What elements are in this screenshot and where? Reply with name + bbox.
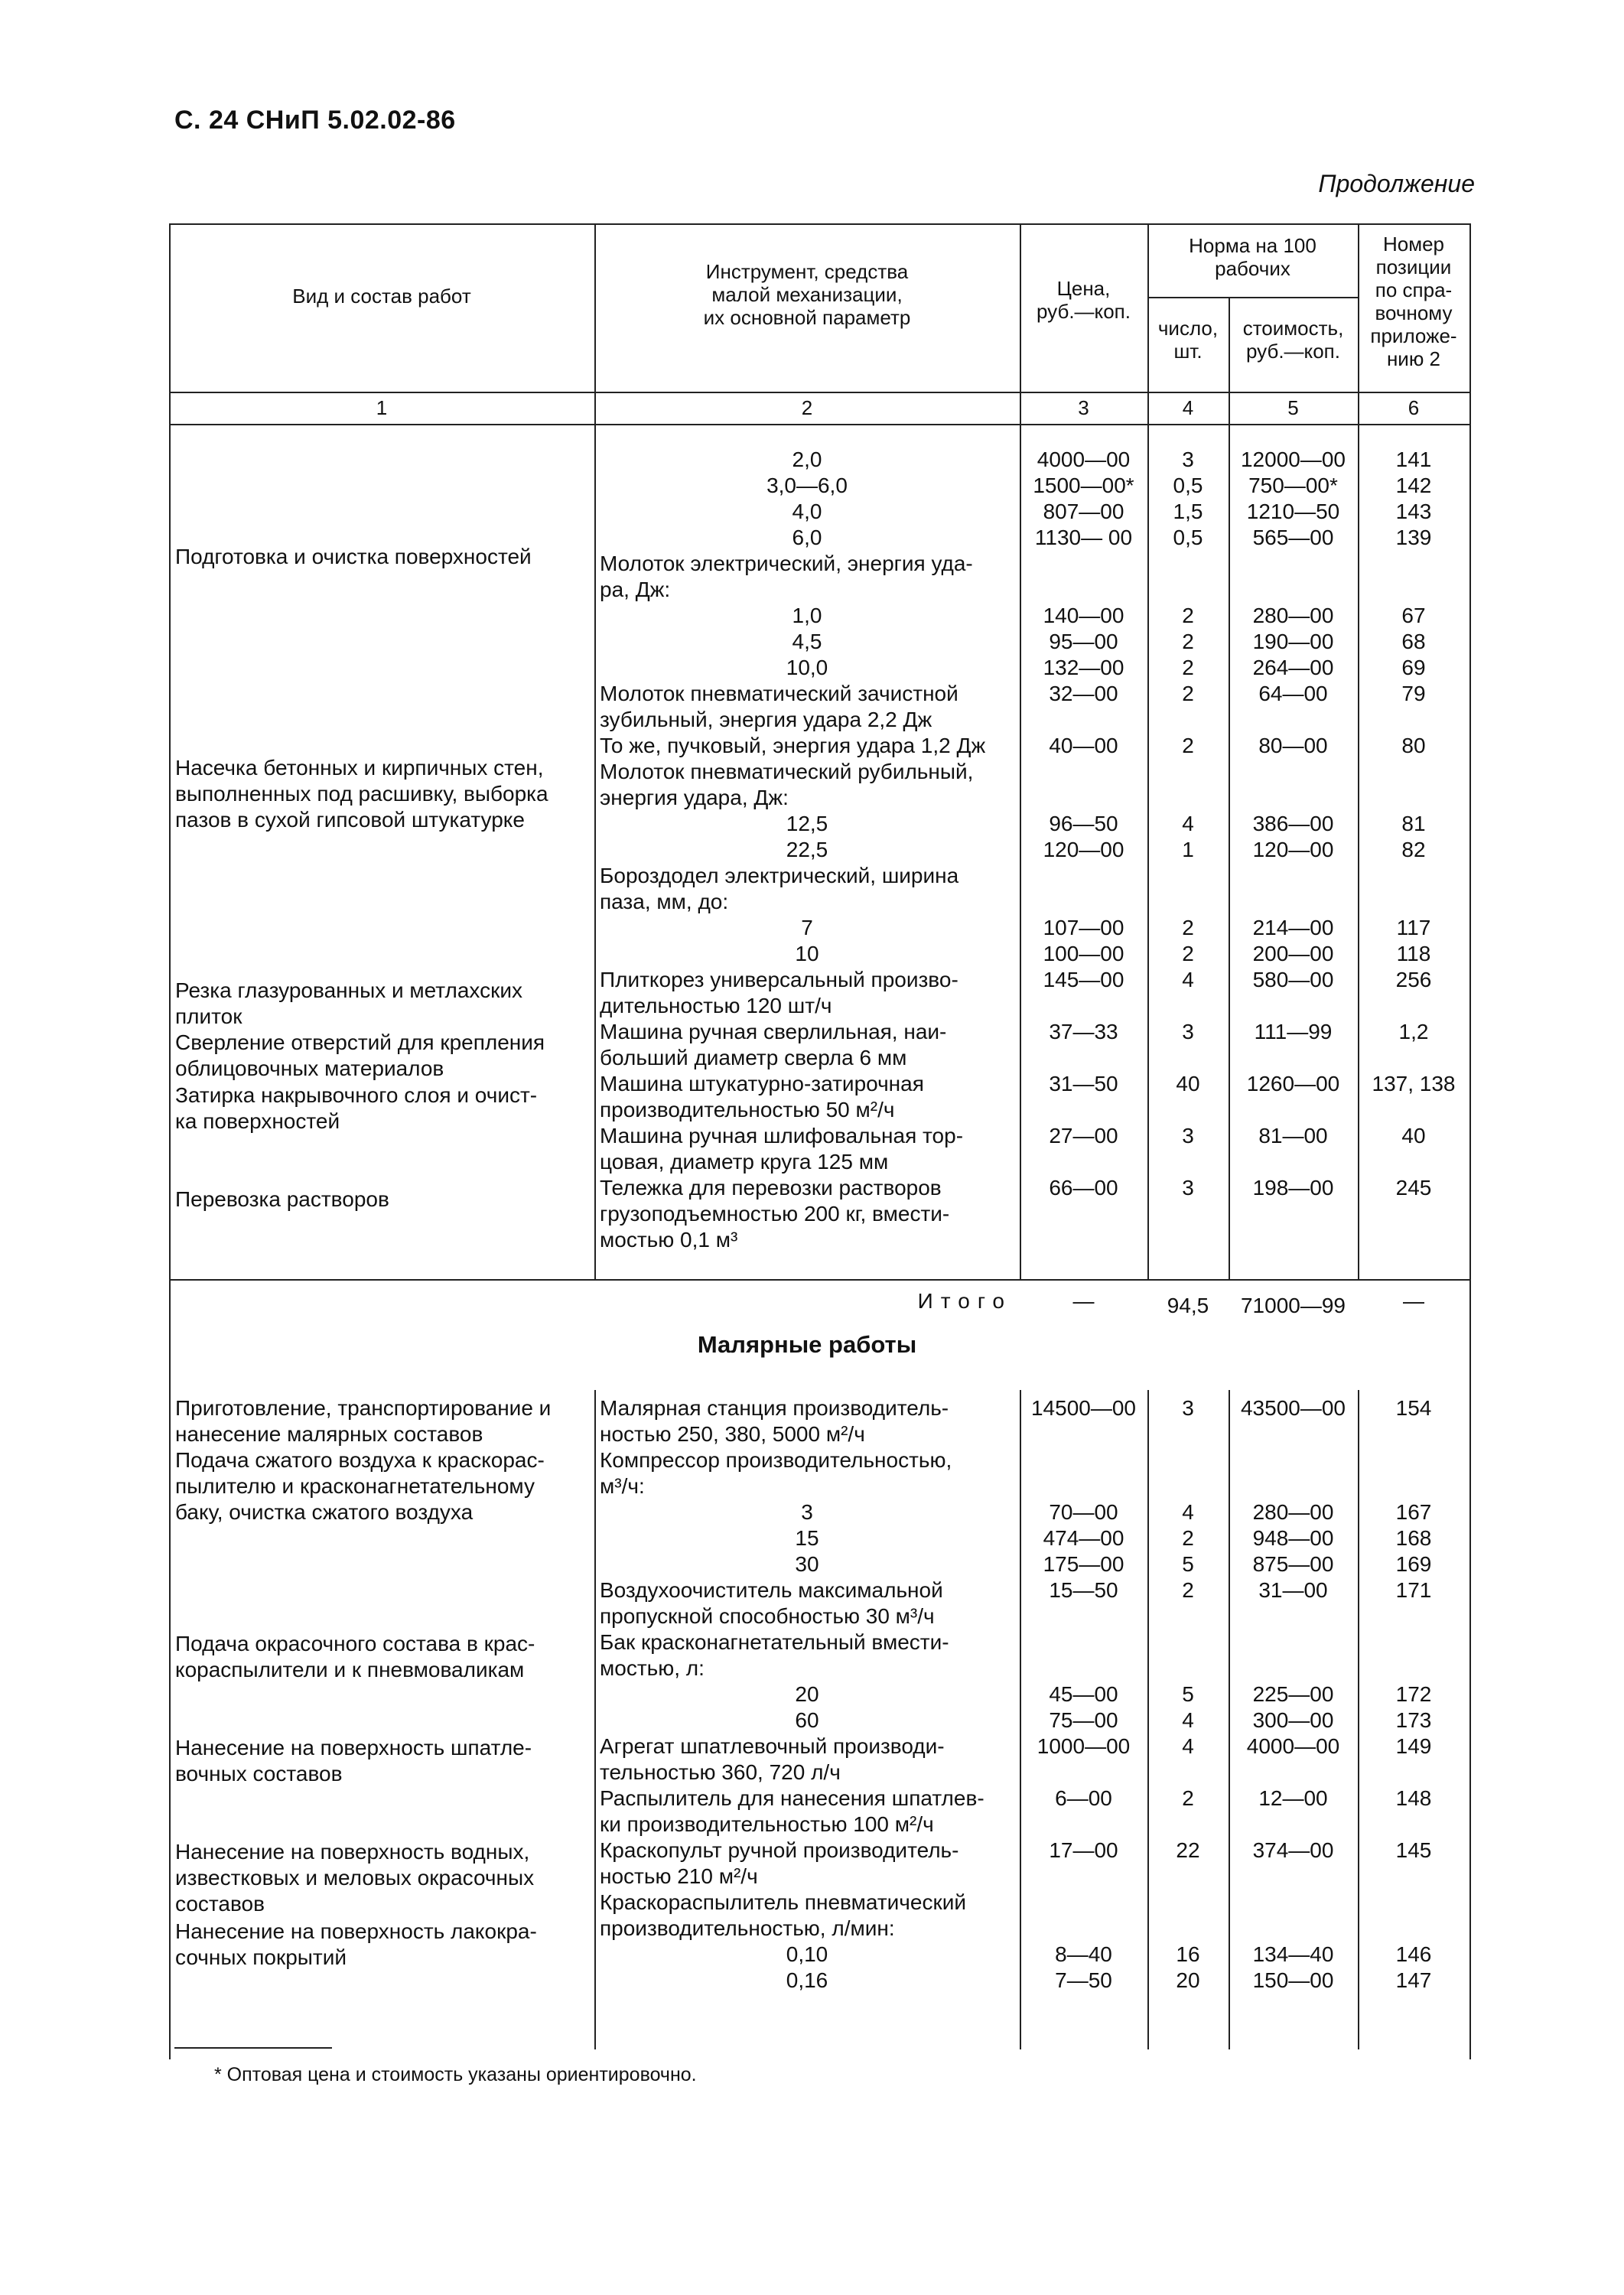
pos-cell: 167 [1395, 1500, 1432, 1524]
qty-cell: 5 [1182, 1682, 1194, 1706]
qty-cell: 3 [1182, 1124, 1194, 1148]
pos-cell: 117 [1396, 916, 1431, 939]
price-cell: 807—00 [1043, 500, 1124, 523]
tool-cell: Бороздодел электрический, ширина паза, мм, до: [600, 864, 959, 913]
price-cell: 31—50 [1049, 1072, 1118, 1095]
price-cell: 140—00 [1043, 604, 1124, 627]
price-cell: 75—00 [1049, 1708, 1118, 1732]
qty-cell: 2 [1182, 1526, 1194, 1550]
cost-cell: 120—00 [1252, 838, 1334, 861]
work-description: Нанесение на поверхность водных, известковых и меловых окрасочных составов [175, 1840, 535, 1916]
price-cell: 66—00 [1049, 1176, 1118, 1200]
work-description: Затирка накрывочного слоя и очист- ка поверхностей [175, 1083, 538, 1133]
tool-cell: То же, пучковый, энергия удара 1,2 Дж [600, 734, 986, 757]
price-cell: 4000—00 [1037, 448, 1131, 471]
price-cell: 175—00 [1043, 1552, 1124, 1576]
pos-cell: 147 [1395, 1968, 1432, 1992]
price-cell: 32—00 [1049, 682, 1118, 705]
qty-cell: 4 [1182, 968, 1194, 991]
tool-cell: 22,5 [786, 838, 828, 861]
tool-cell: 3 [801, 1500, 813, 1524]
qty-cell: 3 [1182, 448, 1194, 471]
cost-cell: 948—00 [1252, 1526, 1334, 1550]
qty-cell: 2 [1182, 656, 1194, 679]
pos-cell: 172 [1395, 1682, 1432, 1706]
price-cell: 474—00 [1043, 1526, 1124, 1550]
work-description: Перевозка растворов [175, 1187, 389, 1211]
qty-cell: 4 [1182, 1734, 1194, 1758]
cost-cell: 386—00 [1252, 812, 1334, 835]
price-cell: 95—00 [1049, 630, 1118, 653]
pos-cell: 154 [1395, 1396, 1432, 1420]
pos-cell: 137, 138 [1372, 1072, 1456, 1095]
pos-cell: 68 [1401, 630, 1426, 653]
pos-cell: 81 [1401, 812, 1426, 835]
cost-cell: 280—00 [1252, 604, 1334, 627]
cost-cell: 1210—50 [1246, 500, 1340, 523]
tool-cell: 30 [795, 1552, 819, 1576]
pos-cell: 168 [1395, 1526, 1432, 1550]
footnote: * Оптовая цена и стоимость указаны ориентировочно. [214, 2064, 697, 2085]
price-cell: 120—00 [1043, 838, 1124, 861]
work-description: Подача окрасочного состава в крас- кораспылители и к пневмоваликам [175, 1632, 535, 1681]
header-qty: число, шт. [1157, 317, 1219, 363]
cost-cell: 134—40 [1252, 1942, 1334, 1966]
tool-cell: Агрегат шпатлевочный производи- тельностью 360, 720 л/ч [600, 1734, 945, 1784]
qty-cell: 3 [1182, 1176, 1194, 1200]
pos-cell: 142 [1395, 474, 1432, 497]
pos-cell: 169 [1395, 1552, 1432, 1576]
cost-cell: 300—00 [1252, 1708, 1334, 1732]
tool-cell: Молоток пневматический рубильный, энергия удара, Дж: [600, 760, 974, 809]
qty-cell: 22 [1176, 1838, 1200, 1862]
tool-cell: 10 [795, 942, 819, 965]
cost-cell: 374—00 [1252, 1838, 1334, 1862]
tool-cell: 4,5 [792, 630, 822, 653]
header-cost: стоимость, руб.—коп. [1242, 317, 1344, 363]
qty-cell: 2 [1182, 1786, 1194, 1810]
cost-cell: 565—00 [1252, 526, 1334, 549]
pos-cell: 69 [1401, 656, 1426, 679]
cost-cell: 43500—00 [1240, 1396, 1346, 1420]
tool-cell: Молоток электрический, энергия уда- ра, Дж: [600, 552, 973, 601]
cost-cell: 81—00 [1258, 1124, 1328, 1148]
continuation-label: Продолжение [1318, 170, 1475, 197]
qty-cell: 2 [1182, 630, 1194, 653]
pos-cell: 143 [1395, 500, 1432, 523]
cost-cell: 214—00 [1252, 916, 1334, 939]
price-cell: 107—00 [1043, 916, 1124, 939]
pos-cell: 80 [1401, 734, 1426, 757]
section-title: Малярные работы [697, 1331, 917, 1358]
tool-cell: Компрессор производительностью, м³/ч: [600, 1448, 952, 1498]
tool-cell: 7 [801, 916, 813, 939]
cost-cell: 750—00* [1248, 474, 1338, 497]
price-cell: 145—00 [1043, 968, 1124, 991]
price-cell: 40—00 [1049, 734, 1118, 757]
tool-cell: Краскораспылитель пневматический производительностью, л/мин: [600, 1890, 966, 1940]
tool-cell: Молоток пневматический зачистной зубильный, энергия удара 2,2 Дж [600, 682, 958, 731]
cost-cell: 198—00 [1252, 1176, 1334, 1200]
price-cell: 1000—00 [1037, 1734, 1131, 1758]
price-cell: 14500—00 [1030, 1396, 1136, 1420]
tool-cell: 60 [795, 1708, 819, 1732]
tool-cell: Краскопульт ручной производитель- ностью 210 м²/ч [600, 1838, 959, 1888]
tool-cell: Тележка для перевозки растворов грузоподъемностью 200 кг, вмести- мостью 0,1 м³ [600, 1176, 950, 1252]
col-num-3: 3 [1078, 396, 1089, 419]
pos-cell: 171 [1395, 1578, 1432, 1602]
header-tool: Инструмент, средства малой механизации, их основной параметр [703, 260, 911, 329]
cost-cell: 80—00 [1258, 734, 1328, 757]
pos-cell: 79 [1401, 682, 1426, 705]
pos-cell: 146 [1395, 1942, 1432, 1966]
pos-cell: 1,2 [1398, 1020, 1429, 1043]
cost-cell: 875—00 [1252, 1552, 1334, 1576]
qty-cell: 40 [1176, 1072, 1200, 1095]
col-num-5: 5 [1287, 396, 1299, 419]
qty-cell: 4 [1182, 1708, 1194, 1732]
work-description: Подача сжатого воздуха к краскорас- пылителю и красконагнетательному баку, очистка сжатого воздуха [175, 1448, 545, 1524]
tool-cell: 0,10 [786, 1942, 828, 1966]
cost-cell: 200—00 [1252, 942, 1334, 965]
qty-cell: 1 [1182, 838, 1194, 861]
pos-cell: 139 [1395, 526, 1432, 549]
col-num-1: 1 [376, 396, 388, 419]
qty-cell: 20 [1176, 1968, 1200, 1992]
pos-cell: 256 [1395, 968, 1432, 991]
tool-cell: 2,0 [792, 448, 822, 471]
pos-cell: 148 [1395, 1786, 1432, 1810]
col-num-4: 4 [1182, 396, 1194, 419]
total-label: Итого [917, 1289, 1012, 1313]
price-cell: 70—00 [1049, 1500, 1118, 1524]
cost-cell: 12000—00 [1240, 448, 1346, 471]
total-cost: 71000—99 [1240, 1294, 1346, 1317]
tool-cell: 15 [795, 1526, 819, 1550]
pos-cell: 245 [1395, 1176, 1432, 1200]
qty-cell: 4 [1182, 1500, 1194, 1524]
col-num-6: 6 [1408, 396, 1420, 419]
cost-cell: 31—00 [1258, 1578, 1328, 1602]
work-description: Приготовление, транспортирование и нанесение малярных составов [175, 1396, 552, 1446]
qty-cell: 5 [1182, 1552, 1194, 1576]
pos-cell: 118 [1396, 942, 1431, 965]
price-cell: 27—00 [1049, 1124, 1118, 1148]
qty-cell: 2 [1182, 1578, 1194, 1602]
pos-cell: 173 [1395, 1708, 1432, 1732]
cost-cell: 1260—00 [1246, 1072, 1340, 1095]
cost-cell: 4000—00 [1246, 1734, 1340, 1758]
total-position: — [1403, 1289, 1424, 1313]
qty-cell: 2 [1182, 604, 1194, 627]
qty-cell: 0,5 [1173, 474, 1203, 497]
cost-cell: 64—00 [1258, 682, 1328, 705]
price-cell: 15—50 [1049, 1578, 1118, 1602]
footnote-rule [174, 2047, 332, 2049]
price-cell: 100—00 [1043, 942, 1124, 965]
work-description: Подготовка и очистка поверхностей [175, 545, 532, 568]
tool-cell: Машина ручная шлифовальная тор- цовая, диаметр круга 125 мм [600, 1124, 964, 1174]
tool-cell: 12,5 [786, 812, 828, 835]
qty-cell: 16 [1176, 1942, 1200, 1966]
pos-cell: 40 [1401, 1124, 1426, 1148]
work-description: Нанесение на поверхность лакокра- сочных покрытий [175, 1919, 537, 1969]
price-cell: 8—40 [1055, 1942, 1112, 1966]
price-cell: 7—50 [1055, 1968, 1112, 1992]
tool-cell: 3,0—6,0 [766, 474, 848, 497]
qty-cell: 4 [1182, 812, 1194, 835]
qty-cell: 3 [1182, 1396, 1194, 1420]
cost-cell: 580—00 [1252, 968, 1334, 991]
qty-cell: 2 [1182, 942, 1194, 965]
total-qty: 94,5 [1167, 1294, 1209, 1317]
tool-cell: Машина штукатурно-затирочная производительностью 50 м²/ч [600, 1072, 924, 1121]
qty-cell: 1,5 [1173, 500, 1203, 523]
qty-cell: 2 [1182, 734, 1194, 757]
price-cell: 37—33 [1049, 1020, 1118, 1043]
pos-cell: 145 [1395, 1838, 1432, 1862]
pos-cell: 67 [1401, 604, 1426, 627]
cost-cell: 225—00 [1252, 1682, 1334, 1706]
work-description: Резка глазурованных и метлахских плиток [175, 978, 522, 1028]
qty-cell: 3 [1182, 1020, 1194, 1043]
tool-cell: 10,0 [786, 656, 828, 679]
tool-cell: Бак красконагнетательный вмести- мостью, л: [600, 1630, 949, 1680]
price-cell: 45—00 [1049, 1682, 1118, 1706]
price-cell: 6—00 [1055, 1786, 1112, 1810]
price-cell: 96—50 [1049, 812, 1118, 835]
tool-cell: 4,0 [792, 500, 822, 523]
tool-cell: Малярная станция производитель- ностью 250, 380, 5000 м²/ч [600, 1396, 949, 1446]
price-cell: 1130— 00 [1034, 526, 1133, 549]
cost-cell: 280—00 [1252, 1500, 1334, 1524]
header-price: Цена, руб.—коп. [1036, 277, 1131, 323]
header-norm-group: Норма на 100 рабочих [1189, 234, 1316, 280]
col-num-2: 2 [801, 396, 813, 419]
tool-cell: 20 [795, 1682, 819, 1706]
work-description: Сверление отверстий для крепления облицовочных материалов [175, 1030, 545, 1080]
tool-cell: Машина ручная сверлильная, наи- больший диаметр сверла 6 мм [600, 1020, 947, 1069]
header-position: Номер позиции по спра- вочному приложе- нию 2 [1370, 233, 1457, 370]
price-cell: 17—00 [1049, 1838, 1118, 1862]
price-cell: 132—00 [1043, 656, 1124, 679]
tool-cell: 1,0 [792, 604, 822, 627]
tool-cell: Плиткорез универсальный произво- дительностью 120 шт/ч [600, 968, 958, 1017]
page-header: С. 24 СНиП 5.02.02-86 [174, 106, 456, 135]
price-cell: 1500—00* [1033, 474, 1134, 497]
pos-cell: 82 [1401, 838, 1426, 861]
tool-cell: Распылитель для нанесения шпатлев- ки производительностью 100 м²/ч [600, 1786, 984, 1836]
qty-cell: 0,5 [1173, 526, 1203, 549]
pos-cell: 149 [1395, 1734, 1432, 1758]
total-price: — [1072, 1289, 1095, 1313]
cost-cell: 264—00 [1252, 656, 1334, 679]
tool-cell: 6,0 [792, 526, 822, 549]
cost-cell: 111—99 [1254, 1020, 1333, 1043]
qty-cell: 2 [1182, 682, 1194, 705]
qty-cell: 2 [1182, 916, 1194, 939]
tool-cell: Воздухоочиститель максимальной пропускной способностью 30 м³/ч [600, 1578, 943, 1628]
tool-cell: 0,16 [786, 1968, 828, 1992]
header-work-type: Вид и состав работ [292, 285, 471, 308]
cost-cell: 150—00 [1252, 1968, 1334, 1992]
cost-cell: 190—00 [1252, 630, 1334, 653]
work-description: Нанесение на поверхность шпатле- вочных составов [175, 1736, 532, 1786]
cost-cell: 12—00 [1258, 1786, 1328, 1810]
work-description: Насечка бетонных и кирпичных стен, выполненных под расшивку, выборка пазов в сухой гипсовой штукатурке [175, 756, 548, 832]
pos-cell: 141 [1395, 448, 1432, 471]
